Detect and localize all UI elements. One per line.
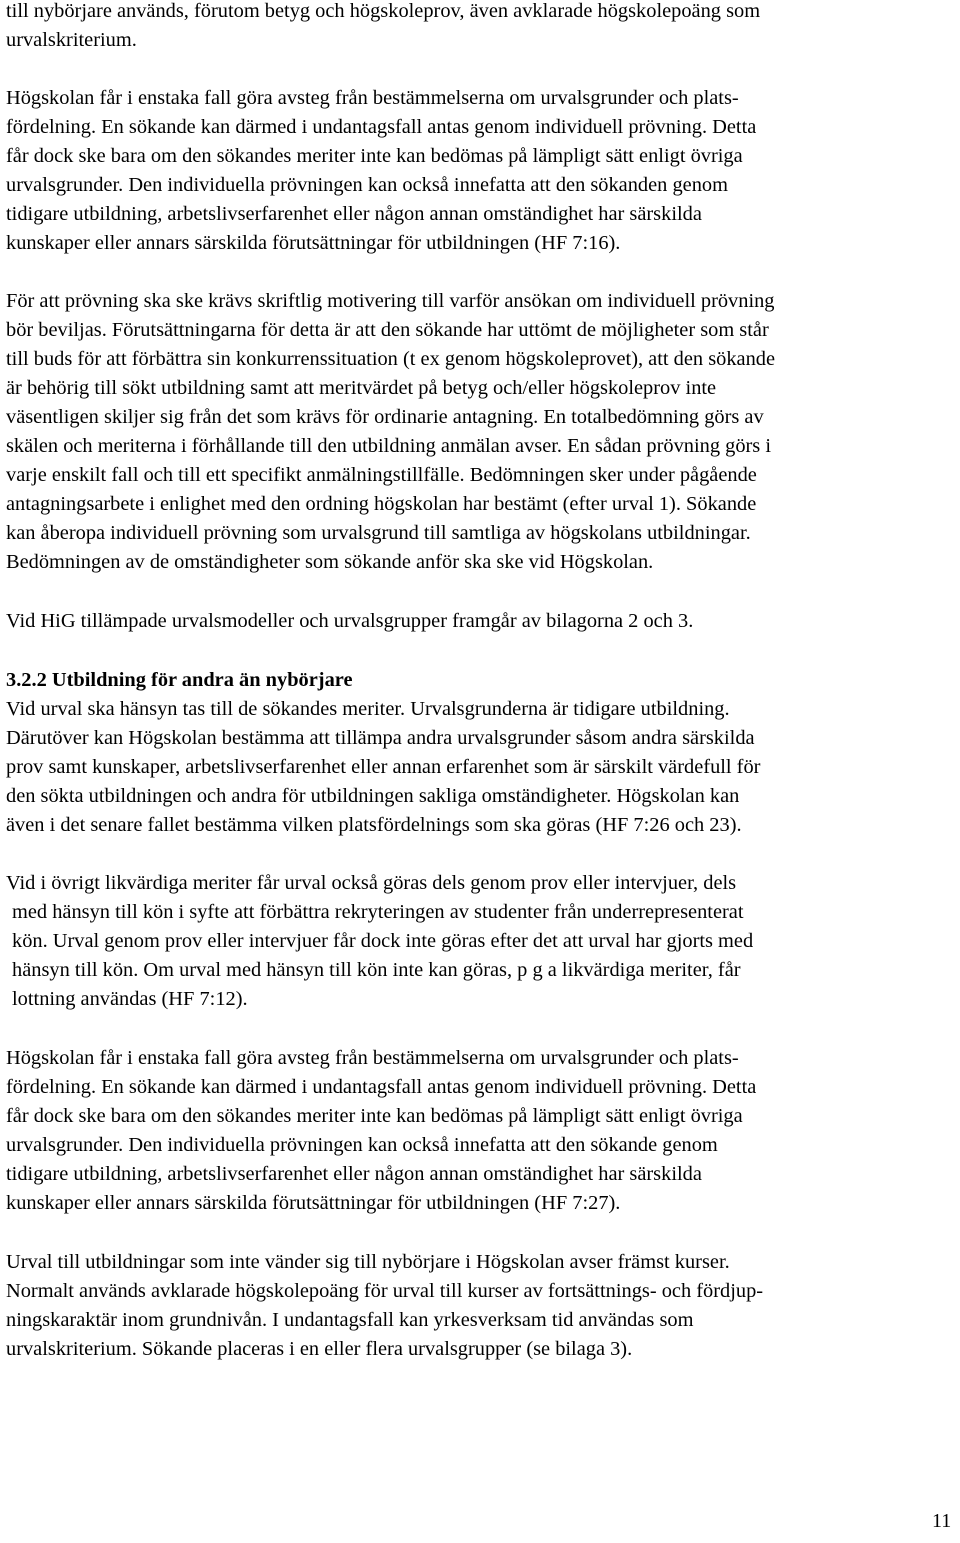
paragraph-individual-assessment-1 — [6, 84, 958, 258]
text-line: kan åberopa individuell prövning som urvalsgrund till samtliga av högskolans utbildningar. — [6, 522, 751, 544]
text-line: Normalt används avklarade högskolepoäng för urval till kurser av fortsättnings- och fördjup- — [6, 1280, 764, 1302]
text-line: antagningsarbete i enlighet med den ordning högskolan har bestämt (efter urval 1). Sökande — [6, 493, 757, 515]
text-line: fördelning. En sökande kan därmed i undantagsfall antas genom individuell prövning. Detta — [6, 116, 757, 138]
text-line: Högskolan får i enstaka fall göra avsteg från bestämmelserna om urvalsgrunder och plats- — [6, 1047, 739, 1069]
text-line: väsentligen skiljer sig från det som krävs för ordinarie antagning. En totalbedömning görs av — [6, 406, 764, 428]
text-line: prov samt kunskaper, arbetslivserfarenhet eller annan erfarenhet som är särskilt värdefull för — [6, 756, 761, 778]
paragraph-individual-assessment-2 — [6, 1044, 958, 1218]
text-line: kön. Urval genom prov eller intervjuer får dock inte göras efter det att urval har gjorts med — [12, 930, 754, 952]
text-line: tidigare utbildning, arbetslivserfarenhet eller någon annan omständighet har särskilda — [6, 1163, 702, 1185]
text-line: varje enskilt fall och till ett specifikt anmälningstillfälle. Bedömningen sker under pågående — [6, 464, 757, 486]
text-line: med hänsyn till kön i syfte att förbättra rekryteringen av studenter från underrepresenterat — [12, 901, 744, 923]
text-line: bör beviljas. Förutsättningarna för detta är att den sökande har uttömt de möjligheter som står — [6, 319, 769, 341]
section-heading: 3.2.2 Utbildning för andra än nybörjare — [6, 669, 353, 691]
text-line: Bedömningen av de omständigheter som sökande anför ska ske vid Högskolan. — [6, 551, 654, 573]
text-line: till buds för att förbättra sin konkurrenssituation (t ex genom högskoleprovet), att den sökande — [6, 348, 776, 370]
text-line: urvalskriterium. — [6, 29, 137, 51]
text-line: även i det senare fallet bestämma vilken platsfördelnings som ska göras (HF 7:26 och 23). — [6, 814, 742, 836]
text-line: lottning användas (HF 7:12). — [12, 988, 248, 1010]
text-line: Högskolan får i enstaka fall göra avsteg från bestämmelserna om urvalsgrunder och plats- — [6, 87, 739, 109]
text-line: urvalsgrunder. Den individuella prövningen kan också innefatta att den sökande genom — [6, 1134, 718, 1156]
text-line: kunskaper eller annars särskilda förutsättningar för utbildningen (HF 7:16). — [6, 232, 621, 254]
text-line: urvalsgrunder. Den individuella prövningen kan också innefatta att den sökanden genom — [6, 174, 728, 196]
paragraph-motivation-requirements — [6, 287, 958, 577]
paragraph-non-beginner-courses — [6, 1248, 958, 1364]
text-line: kunskaper eller annars särskilda förutsättningar för utbildningen (HF 7:27). — [6, 1192, 621, 1214]
text-line: får dock ske bara om den sökandes meriter inte kan bedömas på lämpligt sätt enligt övriga — [6, 1105, 743, 1127]
text-line: fördelning. En sökande kan därmed i undantagsfall antas genom individuell prövning. Detta — [6, 1076, 757, 1098]
text-line: För att prövning ska ske krävs skriftlig motivering till varför ansökan om individuell prövning — [6, 290, 775, 312]
text-line: Därutöver kan Högskolan bestämma att tillämpa andra urvalsgrunder såsom andra särskilda — [6, 727, 755, 749]
text-line: är behörig till sökt utbildning samt att meritvärdet på betyg och/eller högskoleprov inte — [6, 377, 717, 399]
section-3-2-2 — [6, 666, 958, 840]
text-line: urvalskriterium. Sökande placeras i en eller flera urvalsgrupper (se bilaga 3). — [6, 1338, 633, 1360]
text-line: Vid urval ska hänsyn tas till de sökandes meriter. Urvalsgrunderna är tidigare utbildning. — [6, 698, 730, 720]
text-line: Vid i övrigt likvärdiga meriter får urval också göras dels genom prov eller intervjuer, dels — [6, 872, 737, 894]
text-line: hänsyn till kön. Om urval med hänsyn till kön inte kan göras, p g a likvärdiga meriter, får — [12, 959, 741, 981]
text-line: Vid HiG tillämpade urvalsmodeller och urvalsgrupper framgår av bilagorna 2 och 3. — [6, 610, 694, 632]
paragraph-intro-tail — [6, 0, 958, 55]
page-number: 11 — [932, 1510, 952, 1532]
text-line: till nybörjare används, förutom betyg och högskoleprov, även avklarade högskolepoäng som — [6, 0, 761, 22]
text-line: Urval till utbildningar som inte vänder sig till nybörjare i Högskolan avser främst kurser. — [6, 1251, 730, 1273]
text-line: ningskaraktär inom grundnivån. I undantagsfall kan yrkesverksam tid användas som — [6, 1309, 694, 1331]
text-line: får dock ske bara om den sökandes meriter inte kan bedömas på lämpligt sätt enligt övriga — [6, 145, 743, 167]
paragraph-hig-models — [6, 607, 958, 636]
paragraph-gender-selection — [6, 869, 958, 1014]
text-line: tidigare utbildning, arbetslivserfarenhet eller någon annan omständighet har särskilda — [6, 203, 702, 225]
text-line: den sökta utbildningen och andra för utbildningen sakliga omständigheter. Högskolan kan — [6, 785, 740, 807]
text-line: skälen och meriterna i förhållande till den utbildning anmälan avser. En sådan prövning görs i — [6, 435, 772, 457]
